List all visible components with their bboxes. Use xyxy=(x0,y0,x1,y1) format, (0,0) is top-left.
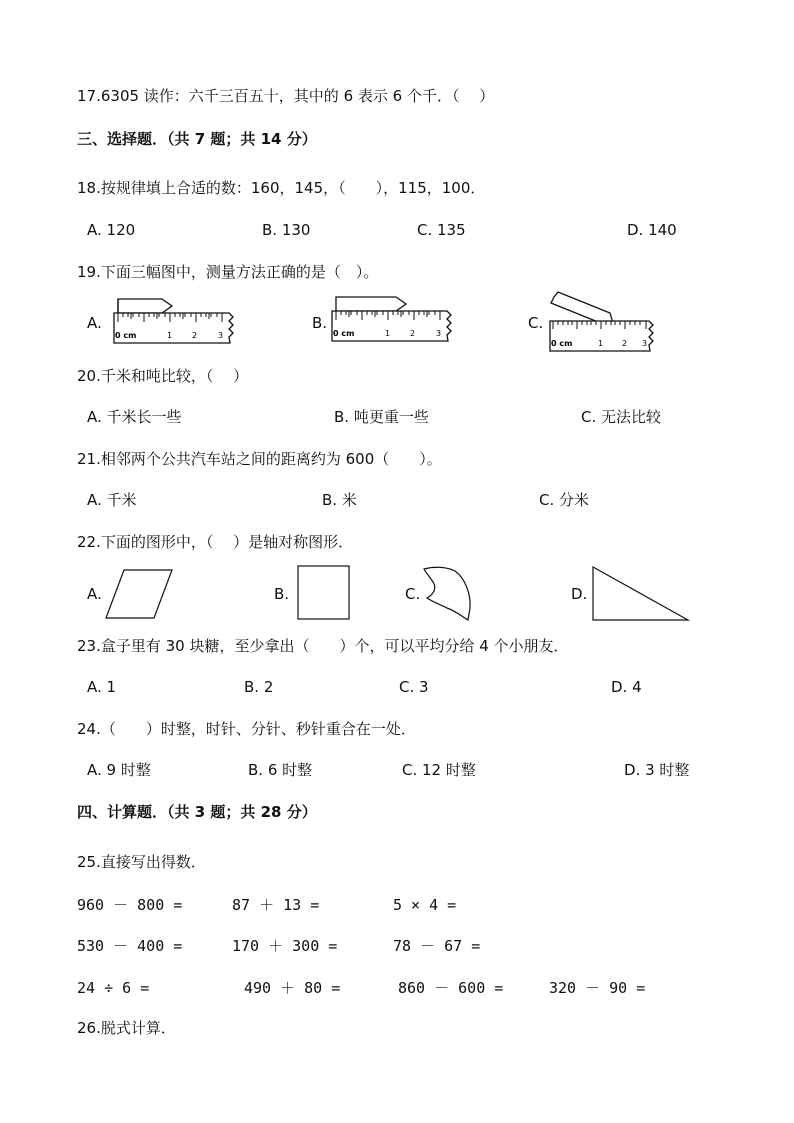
q23-option-c[interactable]: C. 3 xyxy=(399,678,429,696)
q18-option-a[interactable]: A. 120 xyxy=(87,221,136,239)
q23-option-d[interactable]: D. 4 xyxy=(611,678,642,696)
q19-option-a[interactable]: A. xyxy=(87,314,102,332)
q21-option-c[interactable]: C. 分米 xyxy=(539,491,590,509)
q24-option-b[interactable]: B. 6 时整 xyxy=(248,761,313,779)
calc-item: 24 ÷ 6 = xyxy=(77,979,150,997)
calc-item: 5 × 4 = xyxy=(393,896,457,914)
q20-option-c[interactable]: C. 无法比较 xyxy=(581,408,662,426)
q18-option-d[interactable]: D. 140 xyxy=(627,221,677,239)
ruler-c-unit: 0 cm xyxy=(551,339,573,348)
calc-item: 320 － 90 = xyxy=(549,979,646,997)
q18-option-b[interactable]: B. 130 xyxy=(262,221,311,239)
q20-option-a[interactable]: A. 千米长一些 xyxy=(87,408,182,426)
question-17: 17.6305 读作：六千三百五十，其中的 6 表示 6 个千．（ ） xyxy=(77,87,495,105)
pencil-c xyxy=(551,292,613,324)
calc-item: 170 ＋ 300 = xyxy=(232,937,338,955)
q24-option-d[interactable]: D. 3 时整 xyxy=(624,761,690,779)
q24-option-c[interactable]: C. 12 时整 xyxy=(402,761,476,779)
parallelogram-shape xyxy=(104,568,174,620)
q22-option-a[interactable]: A. xyxy=(87,585,102,603)
ruler-b-tick-3: 3 xyxy=(436,329,442,338)
q19-figure-c-ruler xyxy=(546,291,672,355)
pencil-a xyxy=(118,299,172,313)
calc-item: 78 － 67 = xyxy=(393,937,481,955)
q21-option-a[interactable]: A. 千米 xyxy=(87,491,137,509)
question-25-stem: 25.直接写出得数． xyxy=(77,853,206,871)
q19-figure-a-ruler xyxy=(112,296,238,348)
question-22-stem: 22.下面的图形中，（ ）是轴对称图形． xyxy=(77,533,354,551)
q19-option-c[interactable]: C. xyxy=(528,314,544,332)
section-heading-choice: 三、选择题．（共 7 题；共 14 分） xyxy=(77,130,317,148)
irregular-shape xyxy=(421,564,477,624)
ruler-a-tick-3: 3 xyxy=(218,331,224,340)
question-24-stem: 24.（ ）时整，时针、分针、秒针重合在一处． xyxy=(77,720,416,738)
q22-option-d[interactable]: D. xyxy=(571,585,588,603)
q21-option-b[interactable]: B. 米 xyxy=(322,491,357,509)
calc-item: 490 ＋ 80 = xyxy=(244,979,341,997)
ruler-b-tick-2: 2 xyxy=(410,329,416,338)
ruler-a-tick-1: 1 xyxy=(167,331,173,340)
right-triangle-shape xyxy=(591,565,691,623)
ruler-c-tick-2: 2 xyxy=(622,339,628,348)
calc-item: 960 － 800 = xyxy=(77,896,183,914)
question-23-stem: 23.盒子里有 30 块糖，至少拿出（ ）个，可以平均分给 4 个小朋友． xyxy=(77,637,569,655)
q22-option-b[interactable]: B. xyxy=(274,585,290,603)
ruler-c-tick-3: 3 xyxy=(642,339,648,348)
calc-item: 530 － 400 = xyxy=(77,937,183,955)
q20-option-b[interactable]: B. 吨更重一些 xyxy=(334,408,429,426)
q19-option-b[interactable]: B. xyxy=(312,314,328,332)
q22-option-c[interactable]: C. xyxy=(405,585,421,603)
q19-figure-b-ruler xyxy=(330,294,456,346)
ruler-b-unit: 0 cm xyxy=(333,329,355,338)
ruler-a-unit: 0 cm xyxy=(115,331,137,340)
question-19-stem: 19.下面三幅图中，测量方法正确的是（ ）。 xyxy=(77,263,379,281)
ruler-b-tick-1: 1 xyxy=(385,329,391,338)
question-26-stem: 26.脱式计算． xyxy=(77,1019,176,1037)
square-shape xyxy=(296,564,352,622)
q23-option-b[interactable]: B. 2 xyxy=(244,678,274,696)
question-21-stem: 21.相邻两个公共汽车站之间的距离约为 600（ ）。 xyxy=(77,450,442,468)
pencil-b xyxy=(336,297,406,311)
question-20-stem: 20.千米和吨比较，（ ） xyxy=(77,367,249,385)
q23-option-a[interactable]: A. 1 xyxy=(87,678,117,696)
section-heading-calculation: 四、计算题．（共 3 题；共 28 分） xyxy=(77,803,317,821)
q18-option-c[interactable]: C. 135 xyxy=(417,221,466,239)
calc-item: 87 ＋ 13 = xyxy=(232,896,320,914)
calc-item: 860 － 600 = xyxy=(398,979,504,997)
ruler-a-tick-2: 2 xyxy=(192,331,198,340)
question-18-stem: 18.按规律填上合适的数：160，145，（ ），115，100． xyxy=(77,179,486,197)
q24-option-a[interactable]: A. 9 时整 xyxy=(87,761,151,779)
ruler-c-tick-1: 1 xyxy=(598,339,604,348)
